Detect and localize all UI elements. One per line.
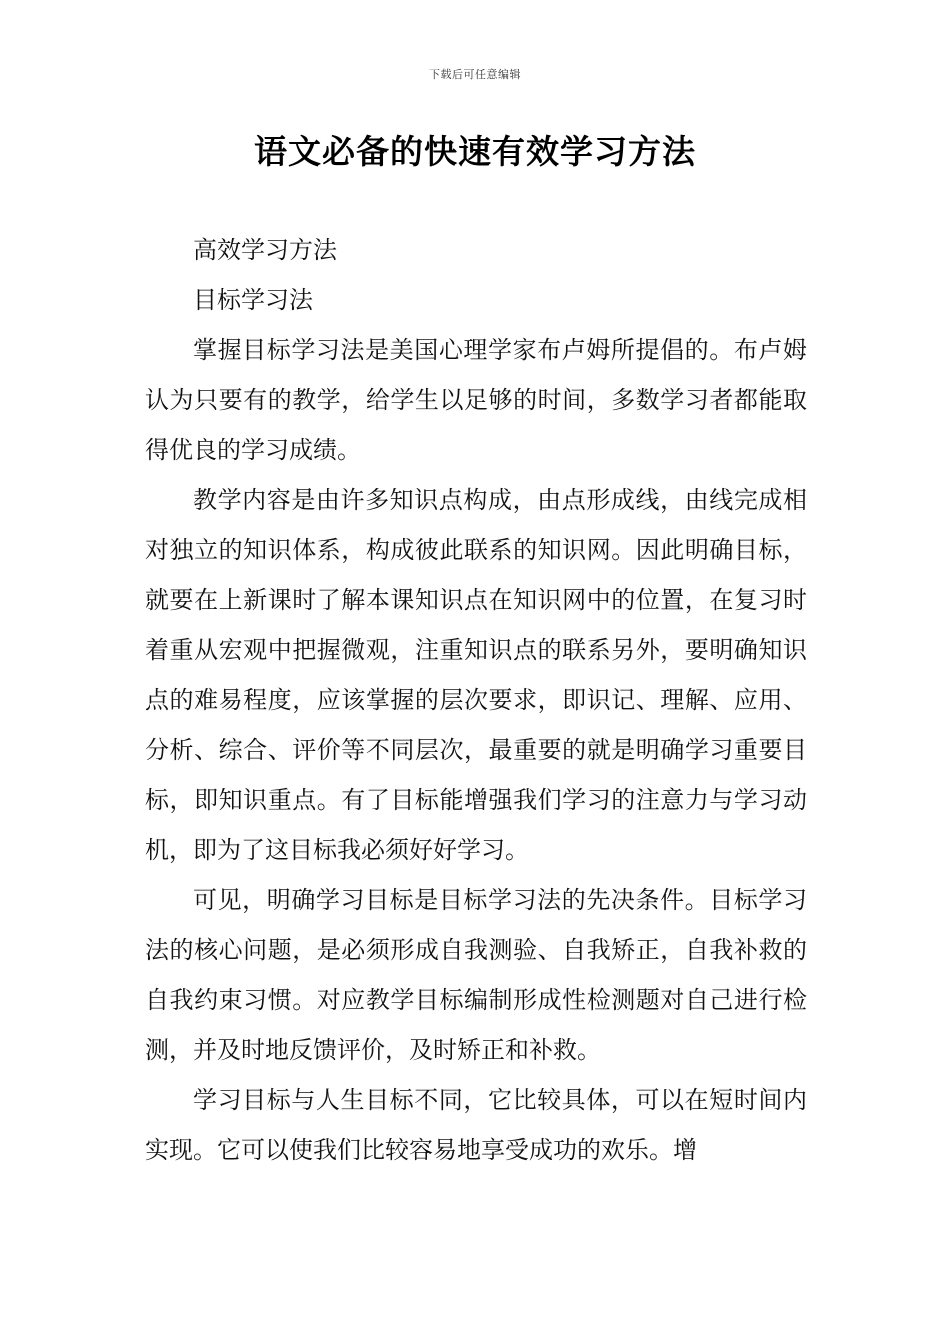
paragraph: 掌握目标学习法是美国心理学家布卢姆所提倡的。布卢姆认为只要有的教学，给学生以足够的时间，多数学习者都能取得优良的学习成绩。 <box>145 336 807 464</box>
document-body <box>145 225 807 1175</box>
paragraph-section-heading: 高效学习方法 <box>193 236 337 264</box>
paragraph: 学习目标与人生目标不同，它比较具体，可以在短时间内实现。它可以使我们比较容易地享受成功的欢乐。增 <box>145 1086 807 1164</box>
paragraph: 可见，明确学习目标是目标学习法的先决条件。目标学习法的核心问题，是必须形成自我测验、自我矫正，自我补救的自我约束习惯。对应教学目标编制形成性检测题对自己进行检测，并及时地反馈评价，及时矫正和补救。 <box>145 886 807 1064</box>
header-note: 下载后可任意编辑 <box>429 68 521 81</box>
paragraph-subheading: 目标学习法 <box>193 286 313 314</box>
paragraph: 教学内容是由许多知识点构成，由点形成线，由线完成相对独立的知识体系，构成彼此联系的知识网。因此明确目标，就要在上新课时了解本课知识点在知识网中的位置，在复习时着重从宏观中把握微观，注重知识点的联系另外，要明确知识点的难易程度，应该掌握的层次要求，即识记、理解、应用、分析、综合、评价等不同层次，最重要的就是明确学习重要目标，即知识重点。有了目标能增强我们学习的注意力与学习动机，即为了这目标我必须好好学习。 <box>145 486 807 864</box>
document-title: 语文必备的快速有效学习方法 <box>254 132 696 171</box>
